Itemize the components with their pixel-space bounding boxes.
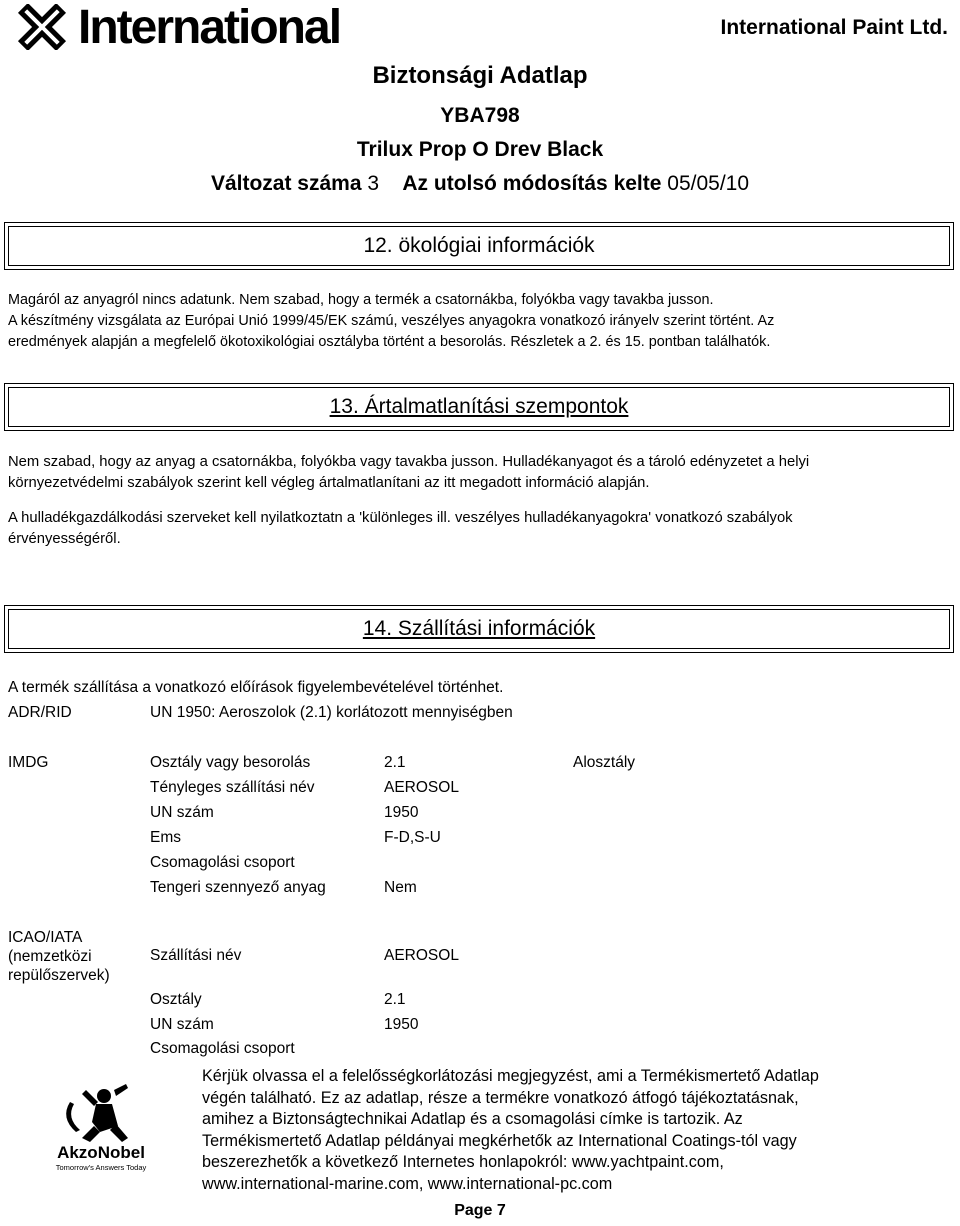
page-number: Page 7 — [454, 1202, 506, 1219]
imdg-row-value: AEROSOL — [384, 779, 459, 796]
imdg-row-value: F-D,S-U — [384, 829, 441, 846]
footer-line: végén található. Ez az adatlap, része a termékre vonatkozó átfogó tájékoztatásnak, — [202, 1088, 799, 1107]
section-13-heading: 13. Ártalmatlanítási szempontok — [8, 387, 950, 427]
document-title: Biztonsági Adatlap — [372, 62, 588, 89]
icao-row-key: UN szám — [150, 1016, 214, 1033]
text-line: Magáról az anyagról nincs adatunk. Nem szabad, hogy a termék a csatornákba, folyókba vagy tavakba jusson. — [8, 292, 714, 308]
text-line: A készítmény vizsgálata az Európai Unió 1999/45/EK számú, veszélyes anyagokra vonatkozó irányelv szerint történt. Az — [8, 313, 775, 329]
icao-row-value: 1950 — [384, 1016, 419, 1033]
international-emblem-icon — [12, 4, 74, 50]
footer-line: amihez a Biztonságtechnikai Adatlap és a csomagolási címke is tartozik. Az — [202, 1110, 743, 1128]
footer-line: Termékismertető Adatlap példányai megkérhetők az International Coatings-tól vagy — [202, 1131, 797, 1150]
icao-row-value: AEROSOL — [384, 947, 459, 964]
text-line: Nem szabad, hogy az anyag a csatornákba, folyókba vagy tavakba jusson. Hulladékanyagot és a tároló edényzetet a helyi — [8, 454, 810, 470]
text-line: A hulladékgazdálkodási szerveket kell nyilatkoztatn a 'különleges ill. veszélyes hulladékanyagokra' vonatkozó szabályok — [8, 510, 793, 526]
version-line — [0, 172, 960, 196]
akzonobel-logo — [36, 1082, 166, 1174]
icao-row-key: Osztály — [150, 991, 202, 1008]
section-13-paragraph-2 — [8, 508, 948, 550]
logo-wordmark: International — [78, 1, 341, 54]
icao-label — [8, 928, 110, 985]
company-name: International Paint Ltd. — [720, 16, 948, 39]
adr-value: UN 1950: Aeroszolok (2.1) korlátozott mennyiségben — [150, 704, 513, 721]
akzonobel-wordmark: AkzoNobel — [57, 1143, 145, 1162]
imdg-row-key: UN szám — [150, 804, 214, 821]
version-value: 3 — [367, 172, 380, 195]
footer-line: beszerezhetők a következő Internetes honlapokról: www.yachtpaint.com, — [202, 1153, 724, 1171]
icao-row-value: 2.1 — [384, 991, 406, 1008]
imdg-row-key: Tengeri szennyező anyag — [150, 879, 326, 896]
product-name: Trilux Prop O Drev Black — [356, 138, 604, 161]
section-14-heading: 14. Szállítási információk — [8, 609, 950, 649]
akzonobel-tagline: Tomorrow's Answers Today — [55, 1163, 147, 1172]
icao-row-key: Szállítási név — [150, 947, 242, 964]
transport-intro: A termék szállítása a vonatkozó előírások figyelembevételével történhet. — [8, 679, 504, 696]
imdg-row-extra: Alosztály — [573, 754, 636, 771]
text-line: eredmények alapján a megfelelő ökotoxikológiai osztályba történt a besorolás. Részletek a 2. és 15. pontban találhatók. — [8, 334, 771, 350]
modified-value: 05/05/10 — [667, 172, 750, 195]
adr-label: ADR/RID — [8, 704, 72, 721]
version-label: Változat száma — [210, 172, 362, 195]
section-13-box — [4, 383, 954, 431]
imdg-row-value: 2.1 — [384, 754, 406, 771]
text-line: érvényességéről. — [8, 531, 121, 547]
section-12-text — [8, 290, 948, 353]
footer-line: www.international-marine.com, www.international-pc.com — [202, 1174, 613, 1193]
section-13-paragraph-1 — [8, 452, 948, 494]
section-12-box — [4, 222, 954, 270]
footer-line: Kérjük olvassa el a felelősségkorlátozási megjegyzést, ami a Termékismertető Adatlap — [202, 1067, 819, 1085]
modified-label: Az utolsó módosítás kelte — [402, 172, 662, 195]
imdg-row-value: 1950 — [384, 804, 419, 821]
footer-notice — [202, 1066, 942, 1195]
text-line: környezetvédelmi szabályok szerint kell végleg ártalmatlanítani az itt megadott információ alapján. — [8, 475, 650, 491]
imdg-row-key: Ems — [150, 829, 181, 846]
icao-row-key: Csomagolási csoport — [150, 1040, 295, 1057]
icao-label-line: repülőszervek) — [8, 967, 110, 984]
imdg-row-key: Osztály vagy besorolás — [150, 754, 311, 771]
icao-label-line: (nemzetközi — [8, 948, 92, 965]
icao-label-line: ICAO/IATA — [8, 929, 83, 946]
international-logo — [12, 1, 344, 54]
imdg-label: IMDG — [8, 754, 49, 771]
product-code: YBA798 — [440, 104, 520, 127]
section-12-heading: 12. ökológiai információk — [8, 226, 950, 266]
akzonobel-figure-icon — [36, 1082, 166, 1174]
imdg-row-value: Nem — [384, 879, 417, 896]
imdg-row-key: Tényleges szállítási név — [150, 779, 315, 796]
imdg-row-key: Csomagolási csoport — [150, 854, 295, 871]
section-14-box — [4, 605, 954, 653]
